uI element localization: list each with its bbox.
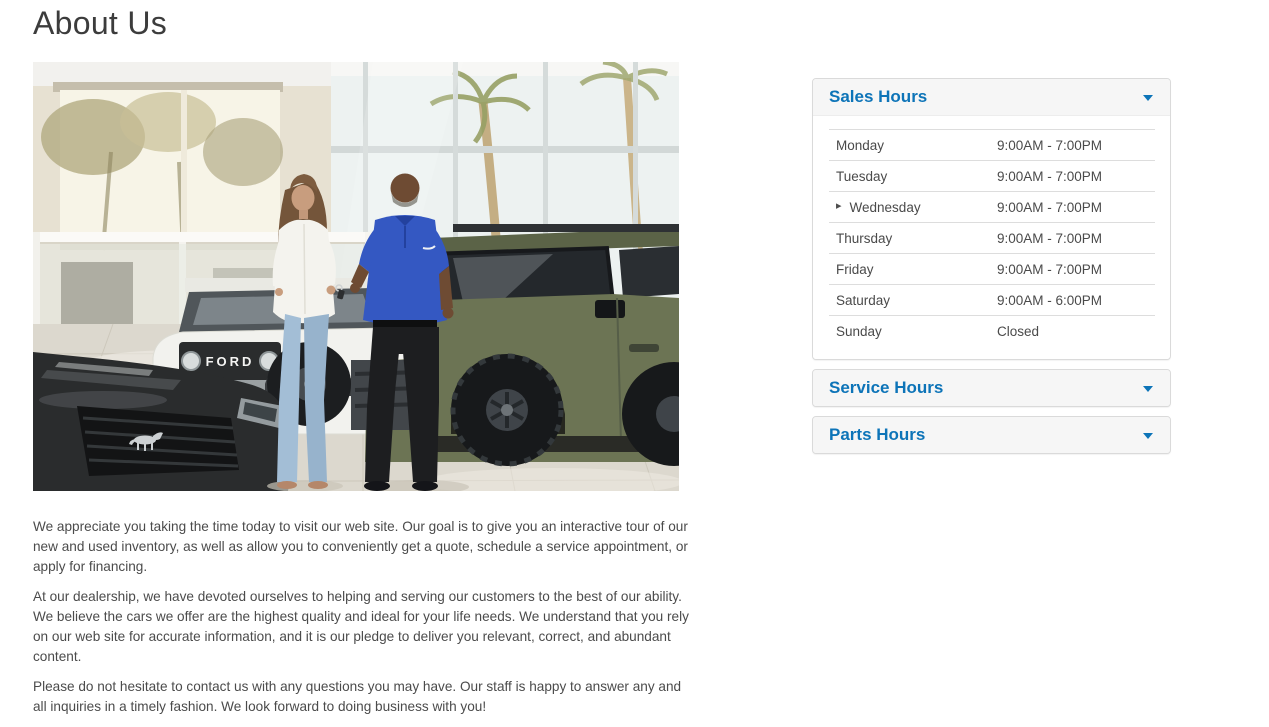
hours-row-friday: Friday 9:00AM - 7:00PM (829, 253, 1155, 284)
left-window (41, 82, 283, 250)
hours-row-monday: Monday 9:00AM - 7:00PM (829, 129, 1155, 160)
about-paragraph-1: We appreciate you taking the time today to visit our web site. Our goal is to give you an interactive tour of our new and used inventory, as well as allow you to conveniently get a quote, schedule a service appointment, or apply for financing. (33, 519, 688, 574)
hours-row-tuesday: Tuesday 9:00AM - 7:00PM (829, 160, 1155, 191)
sales-hours-header[interactable] (813, 79, 1170, 116)
service-hours-panel (812, 369, 1171, 407)
about-text (33, 517, 689, 727)
page-title: About Us (33, 5, 168, 41)
hours-row-wednesday: ▸ Wednesday 9:00AM - 7:00PM (829, 191, 1155, 222)
sales-hours-panel (812, 78, 1171, 360)
hours-sidebar (812, 78, 1171, 463)
service-hours-title: Service Hours (829, 378, 944, 397)
about-paragraph-3: Please do not hesitate to contact us with any questions you may have. Our staff is happy to answer any and all inquiries in a timely fashion. We look forward to doing business with you! (33, 679, 682, 714)
parts-hours-panel (812, 416, 1171, 454)
chevron-down-icon (1143, 433, 1153, 439)
svg-text:FORD: FORD (205, 354, 255, 369)
hours-row-thursday: Thursday 9:00AM - 7:00PM (829, 222, 1155, 253)
day-label: Wednesday (849, 199, 921, 215)
hours-row-sunday: Sunday Closed (829, 315, 1155, 346)
showroom-photo-art (33, 62, 679, 491)
hours-row-saturday: Saturday 9:00AM - 6:00PM (829, 284, 1155, 315)
sales-hours-table (813, 116, 1170, 359)
parts-hours-title: Parts Hours (829, 425, 926, 444)
sales-hours-title: Sales Hours (829, 87, 928, 106)
chevron-down-icon (1143, 386, 1153, 392)
chevron-down-icon (1143, 95, 1153, 101)
showroom-photo (33, 62, 679, 491)
service-hours-header[interactable] (813, 370, 1170, 406)
about-paragraph-2: At our dealership, we have devoted ourselves to helping and serving our customers to the best of our ability. We believe the cars we offer are the highest quality and ideal for your life needs. We understand that you rely on our web site for accurate information, and it is our pledge to deliver you relevant, correct, and abundant content. (33, 589, 689, 664)
today-marker-icon: ▸ (836, 199, 842, 212)
parts-hours-header[interactable] (813, 417, 1170, 453)
